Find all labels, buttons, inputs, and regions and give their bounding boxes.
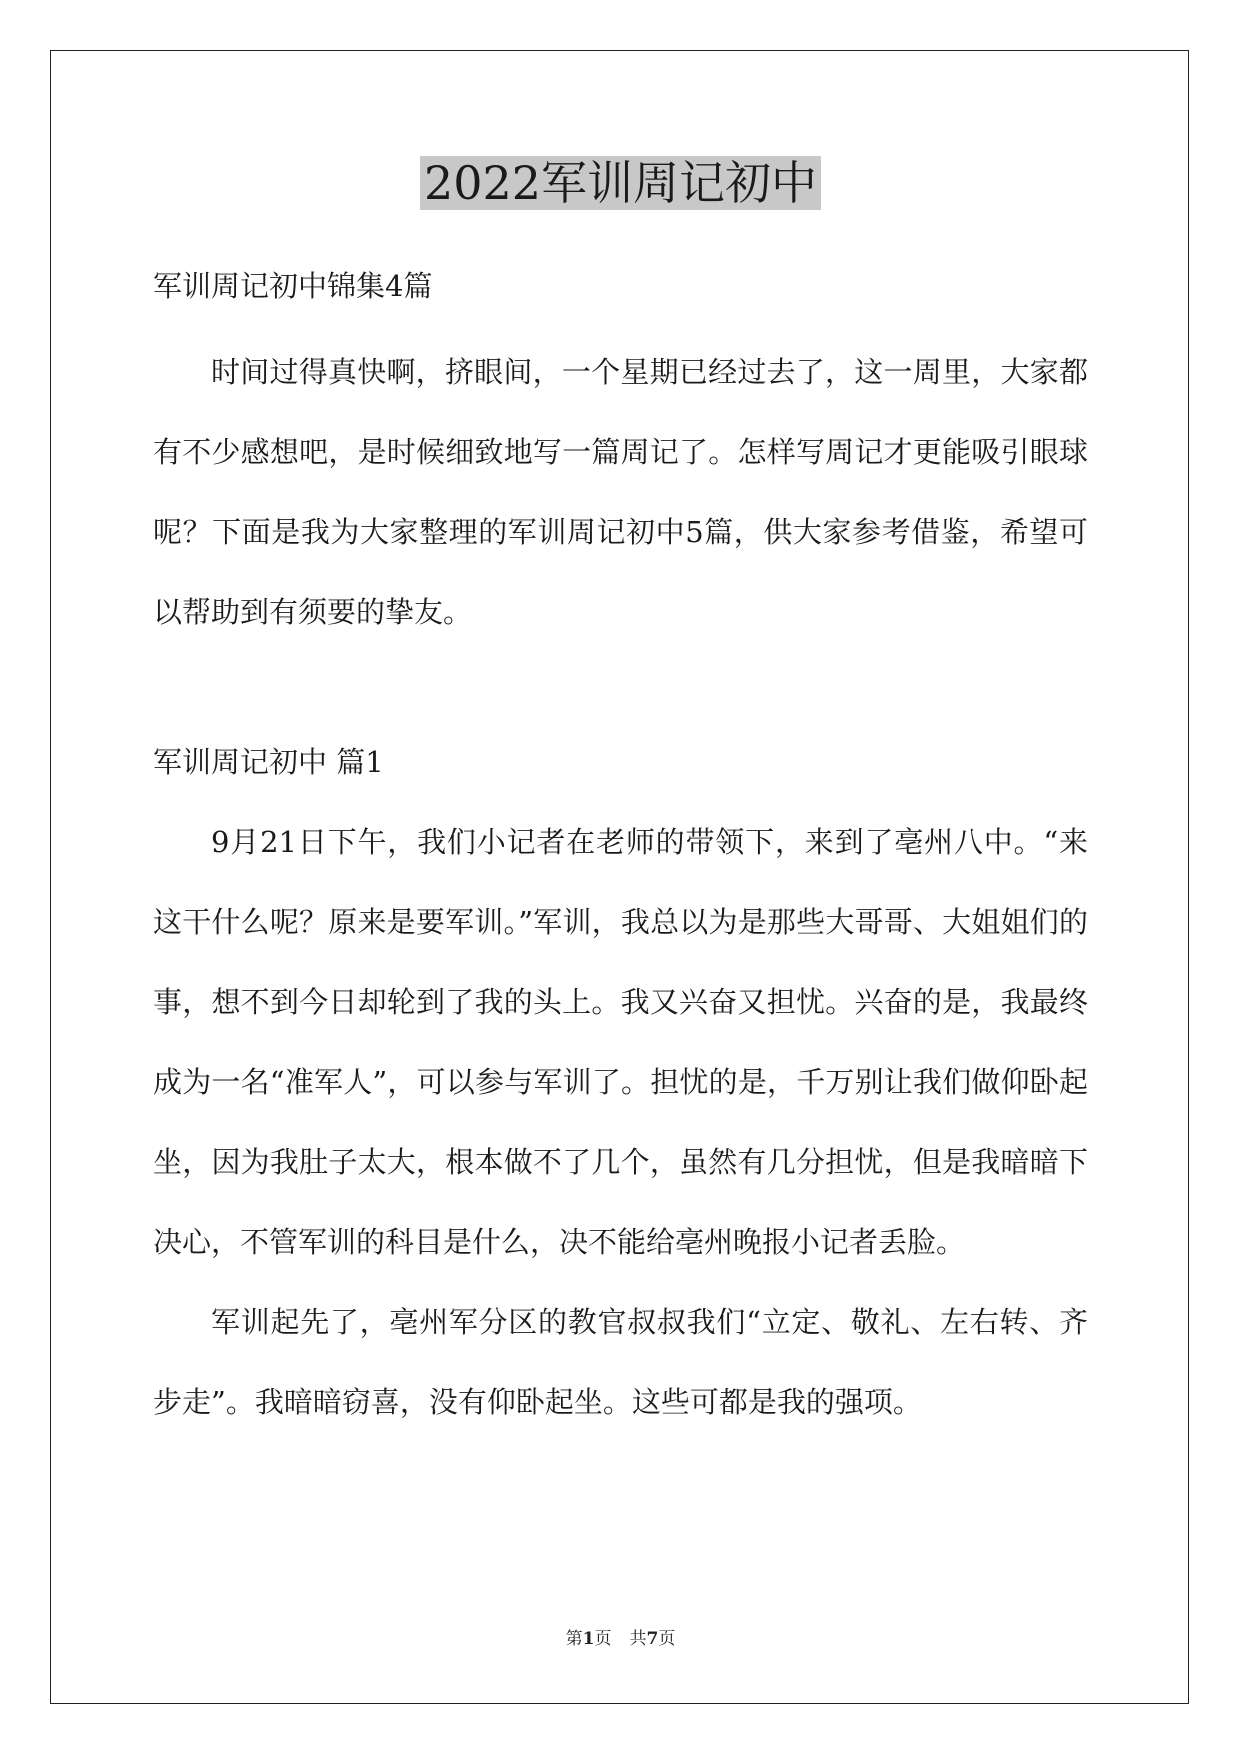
page-total-count: 7: [646, 1629, 659, 1649]
page-number-mid: 页: [594, 1629, 612, 1649]
document-title: [0, 150, 1241, 216]
page-total-prefix: 共: [629, 1629, 647, 1649]
section-heading: 军训周记初中 篇1: [153, 745, 384, 779]
document-subtitle: 军训周记初中锦集4篇: [153, 269, 433, 303]
page-footer: [0, 1627, 1241, 1651]
document-body: [153, 256, 1088, 1442]
page-number-prefix: 第: [565, 1629, 583, 1649]
page-total-suffix: 页: [658, 1629, 676, 1649]
body-paragraph: 9月21日下午，我们小记者在老师的带领下，来到了亳州八中。“来这干什么呢？原来是要军训。”军训，我总以为是那些大哥哥、大姐姐们的事，想不到今日却轮到了我的头上。我又兴奋又担忧。兴奋的是，我最终成为一名“准军人”，可以参与军训了。担忧的是，千万别让我们做仰卧起坐，因为我肚子太大，根本做不了几个，虽然有几分担忧，但是我暗暗下决心，不管军训的科目是什么，决不能给亳州晚报小记者丢脸。: [153, 825, 1088, 1259]
page-number-current: 1: [582, 1629, 595, 1649]
body-paragraph: 军训起先了，亳州军分区的教官叔叔我们“立定、敬礼、左右转、齐步走”。我暗暗窃喜，没有仰卧起坐。这些可都是我的强项。: [153, 1305, 1088, 1419]
intro-paragraph: 时间过得真快啊，挤眼间，一个星期已经过去了，这一周里，大家都有不少感想吧，是时候细致地写一篇周记了。怎样写周记才更能吸引眼球呢？下面是我为大家整理的军训周记初中5篇，供大家参考借鉴，希望可以帮助到有须要的挚友。: [153, 355, 1088, 629]
document-title-text: 2022军训周记初中: [420, 156, 821, 210]
